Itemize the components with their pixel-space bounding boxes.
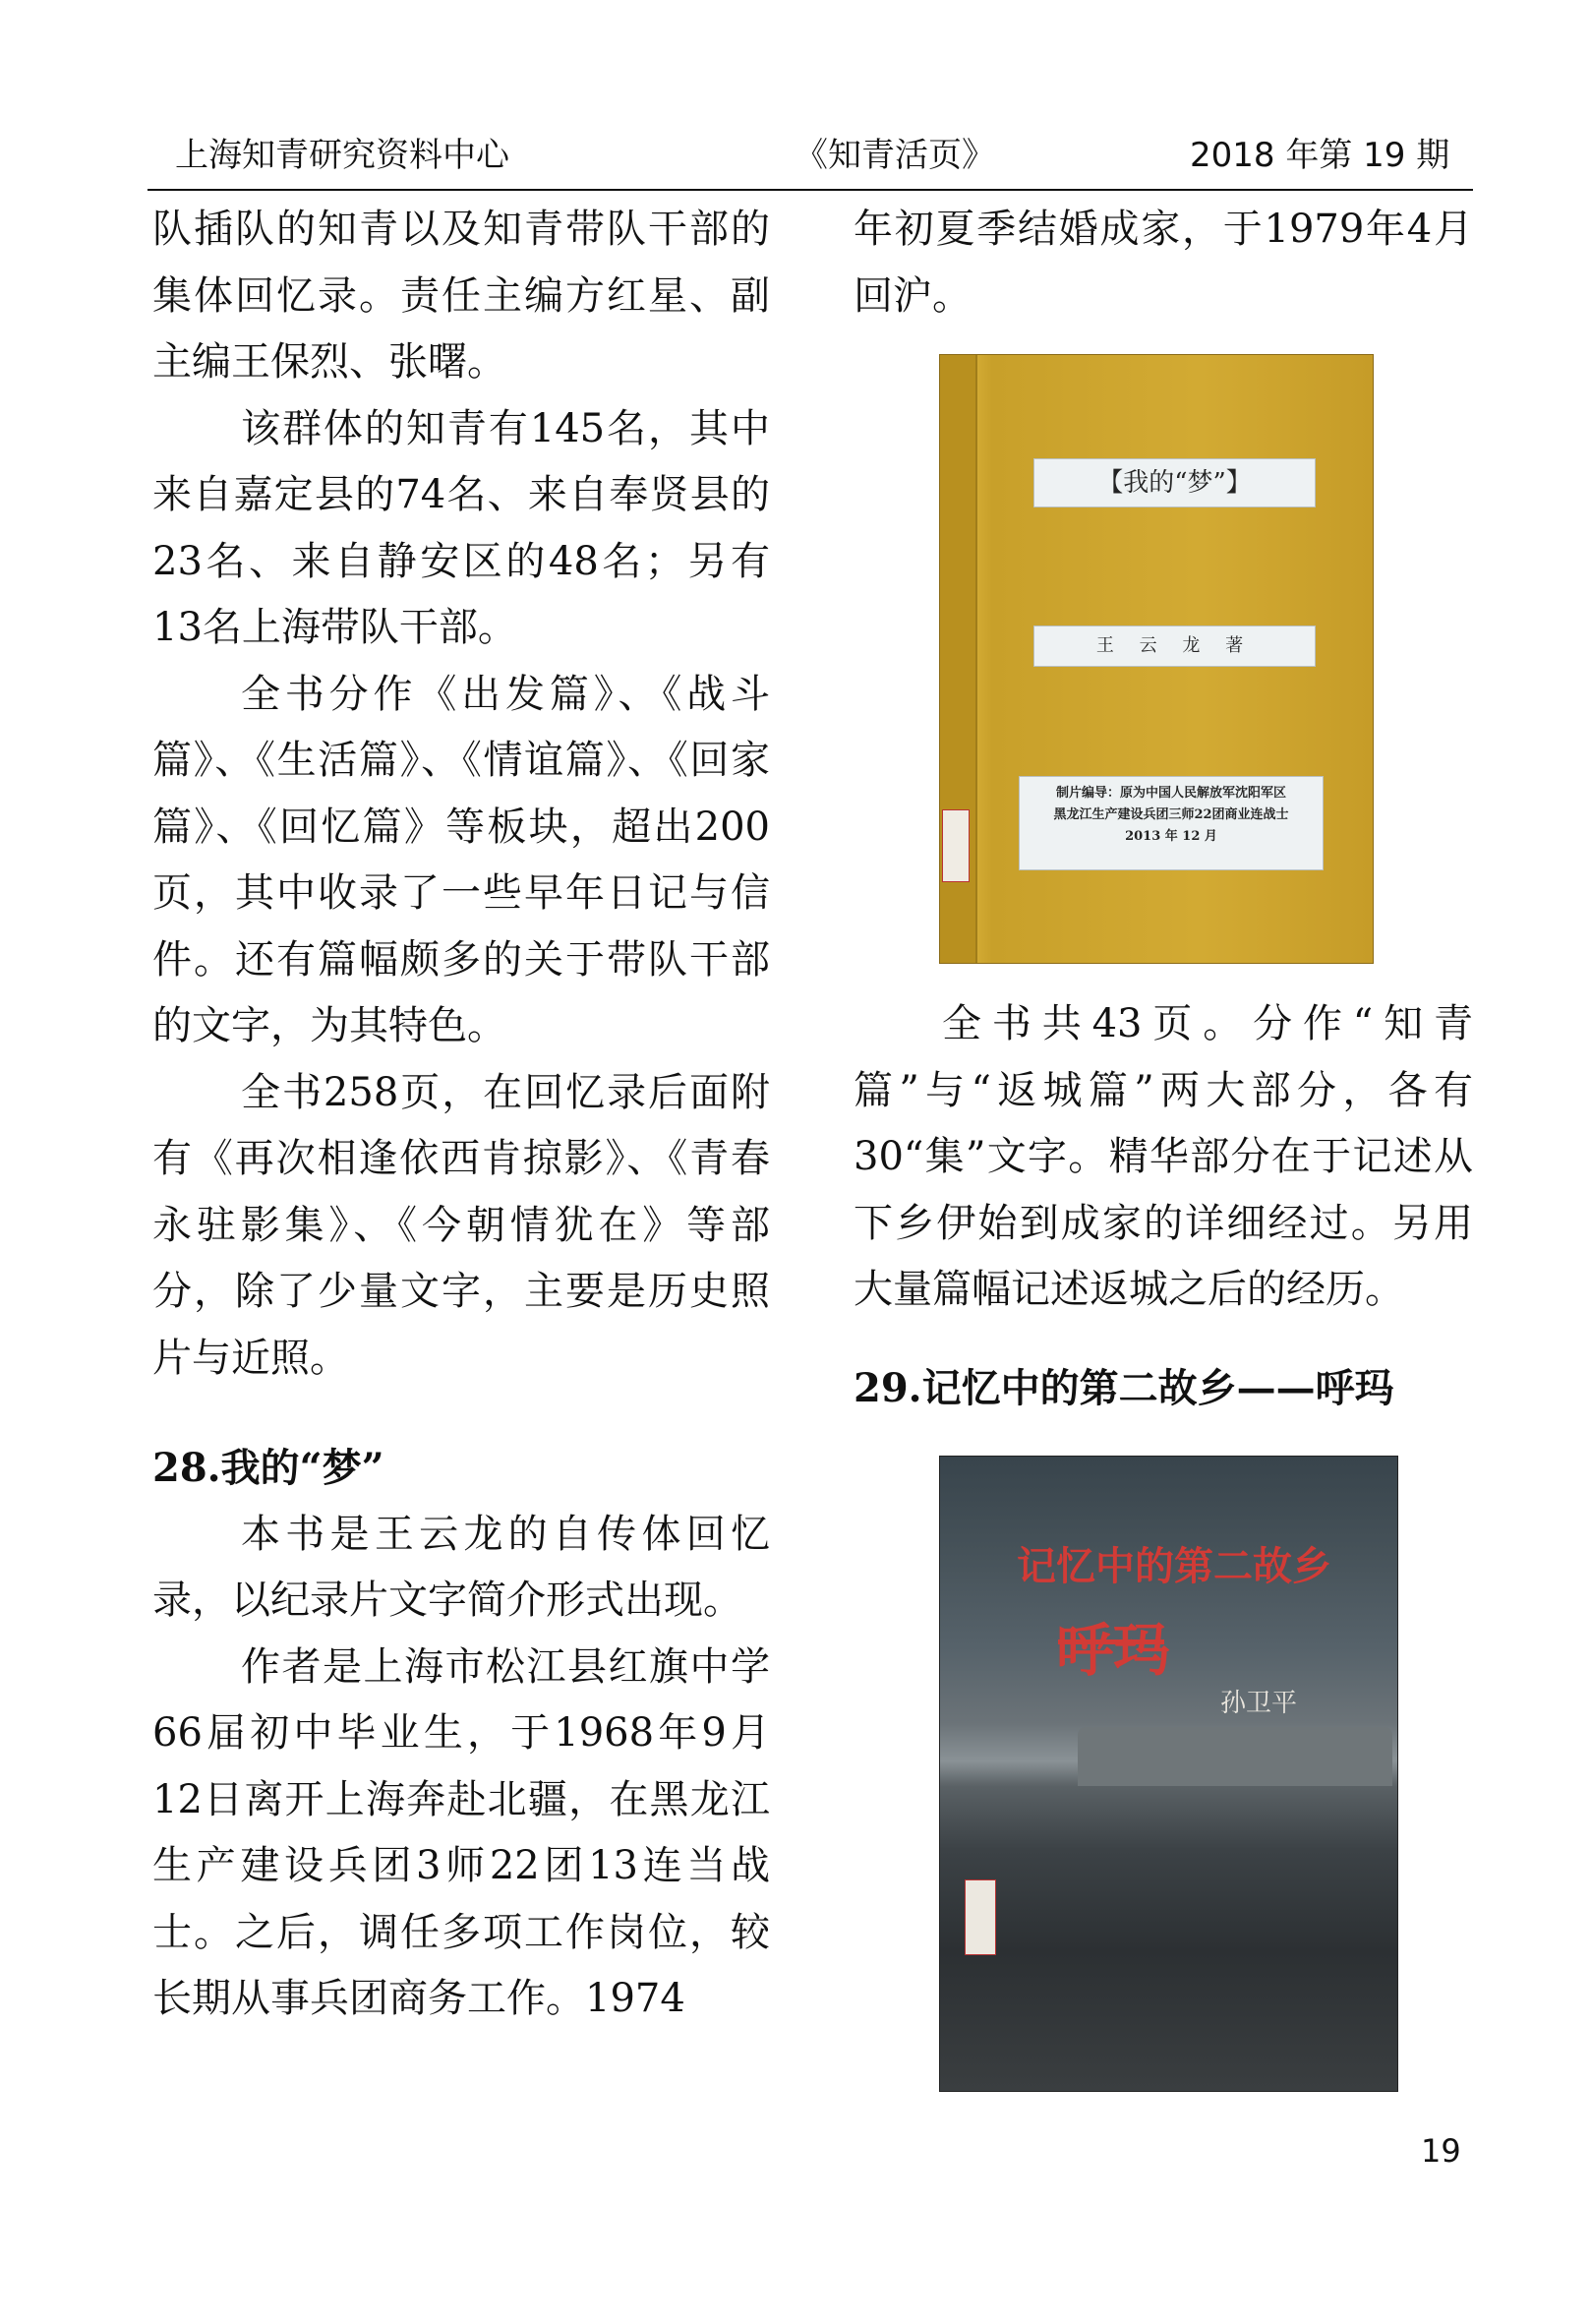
book-cover-huma <box>939 1456 1398 2092</box>
header-left: 上海知青研究资料中心 <box>175 136 509 175</box>
paragraph: 作者是上海市松江县红旗中学66届初中毕业生，于1968年9月12日离开上海奔赴北疆，在黑龙江生产建设兵团3师22团13连当战士。之后，调任多项工作岗位，较长期从事兵团商务工作。1974 <box>152 1643 770 2021</box>
library-sticker <box>942 809 970 882</box>
cover-note-line: 制片编导：原为中国人民解放军沈阳军区 <box>1055 786 1286 801</box>
cover-title-label: 【我的“梦”】 <box>1033 458 1316 507</box>
section-title-29: 29.记忆中的第二故乡——呼玛 <box>854 1364 1394 1411</box>
paragraph: 全书共43页。分作“知青篇”与“返城篇”两大部分，各有30“集”文字。精华部分在于记述从下乡伊始到成家的详细经过。另用大量篇幅记述返城之后的经历。 <box>854 1001 1473 1312</box>
paragraph: 该群体的知青有145名，其中来自嘉定县的74名、来自奉贤县的23名、来自静安区的48名；另有13名上海带队干部。 <box>152 405 770 650</box>
cover-note-date: 2013 年 12 月 <box>1125 829 1217 844</box>
header-center: 《知青活页》 <box>795 136 995 175</box>
right-column <box>854 197 1473 329</box>
paragraph: 全书分作《出发篇》、《战斗篇》、《生活篇》、《情谊篇》、《回家篇》、《回忆篇》等板块，超出200页，其中收录了一些早年日记与信件。还有篇幅颇多的关于带队干部的文字，为其特色。 <box>152 671 770 1048</box>
cover-note-label <box>1019 776 1324 870</box>
cover-author: 孙卫平 <box>1220 1689 1298 1718</box>
page-number: 19 <box>1421 2132 1461 2170</box>
book-cover-wode-meng <box>939 354 1374 964</box>
paragraph: 队插队的知青以及知青带队干部的集体回忆录。责任主编方红星、副主编王保烈、张曙。 <box>152 207 770 385</box>
paragraph: 全书258页，在回忆录后面附有《再次相逢依西肯掠影》、《青春永驻影集》、《今朝情犹在》等部分，除了少量文字，主要是历史照片与近照。 <box>152 1069 770 1381</box>
right-column-lower <box>854 991 1473 1421</box>
cover-note-line: 黑龙江生产建设兵团三师22团商业连战士 <box>1053 807 1289 822</box>
left-column <box>152 197 770 2033</box>
cover-title-line1: 记忆中的第二故乡 <box>1017 1543 1331 1589</box>
cover-landscape-cliff <box>1078 1727 1392 1786</box>
paragraph: 年初夏季结婚成家，于1979年4月回沪。 <box>854 207 1473 319</box>
header-rule <box>147 189 1473 191</box>
cover-author-label: 王 云 龙 著 <box>1033 626 1316 667</box>
header-right: 2018 年第 19 期 <box>1190 136 1450 175</box>
paragraph: 本书是王云龙的自传体回忆录，以纪录片文字简介形式出现。 <box>152 1511 770 1623</box>
library-sticker <box>965 1879 996 1955</box>
cover-title-line2: 呼玛 <box>1056 1617 1171 1684</box>
section-title-28: 28.我的“梦” <box>152 1445 384 1491</box>
